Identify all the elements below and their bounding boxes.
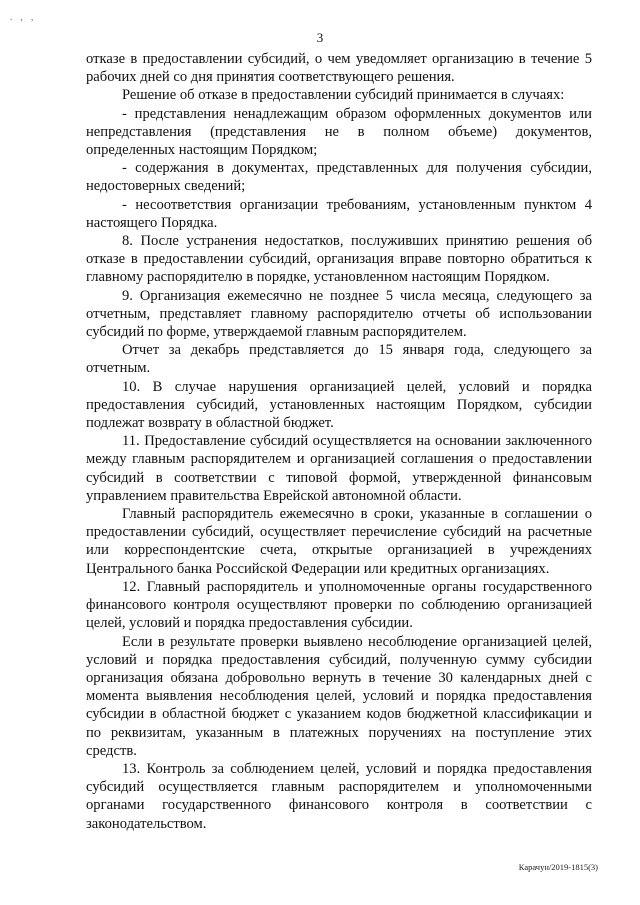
paragraph-continuation: отказе в предоставлении субсидий, о чем уведомляет организацию в течение 5 рабочих дней со дня принятия соответствующего решения. (86, 51, 592, 86)
paragraph-refusal-cases: Решение об отказе в предоставлении субсидий принимается в случаях: (122, 87, 565, 104)
list-item-improper-documents: - представления ненадлежащим образом оформленных документов или непредставления (представления не в полном объеме) документов, определенных настоящим Порядком; (86, 105, 592, 159)
paragraph-13: 13. Контроль за соблюдением целей, условий и порядка предоставления субсидий осуществляется главным распорядителем и уполномоченными органами государственного финансового контроля в соответствии с законодательством. (86, 760, 592, 832)
paragraph-transfer: Главный распорядитель ежемесячно в сроки, указанные в соглашении о предоставлении субсидий, осуществляет перечисление субсидий на расчетные или корреспондентские счета, открытые организацией в учреждениях Центрального банка Российской Федерации или кредитных организациях. (86, 506, 592, 577)
page-number: 3 (316, 30, 324, 45)
list-item-false-information: - содержания в документах, представленных для получения субсидии, недостоверных сведений; (86, 160, 592, 195)
paragraph-9: 9. Организация ежемесячно не позднее 5 числа месяца, следующего за отчетным, представляет главному распорядителю отчеты об использовании субсидий по форме, утверждаемой главным распорядителем. (86, 287, 592, 341)
scan-marks: . , , (10, 12, 37, 22)
paragraph-december-report: Отчет за декабрь представляется до 15 января года, следующего за отчетным. (86, 342, 592, 377)
paragraph-8: 8. После устранения недостатков, послуживших принятию решения об отказе в предоставлении субсидий, организация вправе повторно обратиться к главному распорядителю в порядке, установленном настоящим Порядком. (86, 233, 592, 286)
list-item-noncompliance: - несоответствия организации требованиям, установленным пунктом 4 настоящего Порядка. (86, 196, 592, 231)
paragraph-refund: Если в результате проверки выявлено несоблюдение организацией целей, условий и порядка предоставления субсидий, полученную сумму субсидии организация обязана добровольно вернуть в течение 30 календарных дней с момента выявления несоблюдения целей, условий и порядка предоставления субсидии в областной бюджет с указанием кодов бюджетной классификации и по реквизитам, указанным в платежных поручениях на поступление этих средств. (86, 633, 592, 759)
paragraph-11: 11. Предоставление субсидий осуществляется на основании заключенного между главным распорядителем и организацией соглашения о предоставлении субсидий в соответствии с типовой формой, утвержденной финансовым управлением правительства Еврейской автономной области. (86, 433, 592, 504)
document-body (86, 50, 592, 833)
paragraph-10: 10. В случае нарушения организацией целей, условий и порядка предоставления субсидий, установленных настоящим Порядком, субсидии подлежат возврату в областной бюджет. (86, 378, 592, 432)
paragraph-12: 12. Главный распорядитель и уполномоченные органы государственного финансового контроля осуществляют проверки по соблюдению организацией целей, условий и порядка предоставления субсидии. (86, 578, 592, 632)
document-code: Карачун/2019-1815(3) (518, 862, 598, 872)
